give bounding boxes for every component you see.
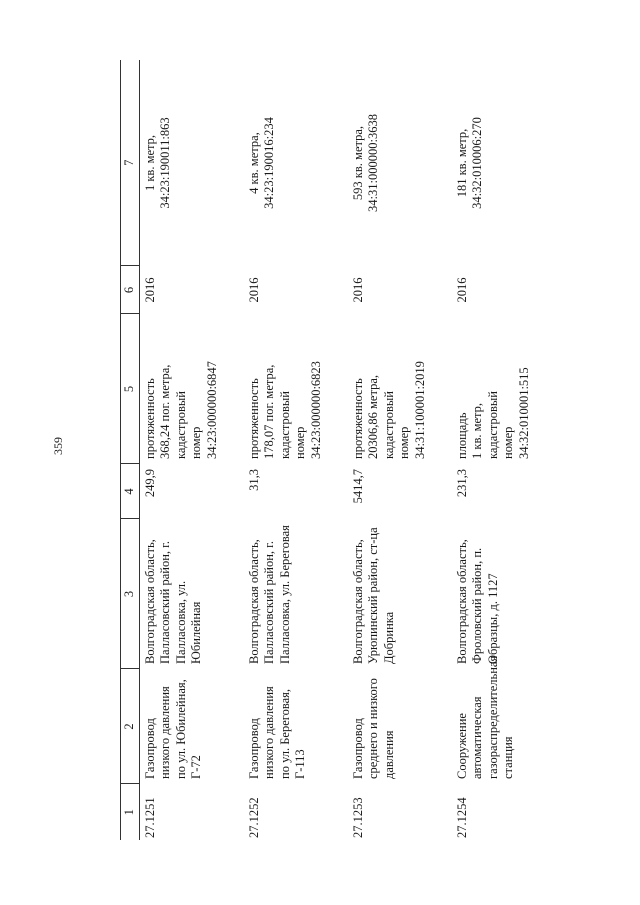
row-characteristics: протяженность 178,07 пог. метра, кадастровый номер 34:23:000000:6823 [246,361,323,459]
row-area: 4 кв. метра, 34:23:190016:234 [246,117,276,209]
header-cell-6: 6 [121,266,140,314]
row-name: Сооружение автоматическая газораспределительная станция [454,655,515,779]
table-row [139,60,244,840]
rotated-table-wrapper [120,60,620,840]
row-name: Газопровод среднего и низкого давления [350,678,396,779]
header-cell-5: 5 [121,314,140,464]
row-area: 1 кв. метр, 34:23:190011:863 [142,117,172,209]
header-cell-7: 7 [121,60,140,266]
row-value: 249,9 [142,469,157,498]
header-cell-4: 4 [121,464,140,519]
row-area: 181 кв. метр, 34:32:010006:270 [454,117,484,209]
header-cell-2: 2 [121,669,140,784]
table-row [452,60,556,840]
row-id: 27.1253 [350,797,365,838]
page-number: 359 [51,437,65,455]
property-table [120,60,556,840]
row-value: 5414,7 [350,469,365,504]
row-value: 31,3 [246,469,261,491]
row-year: 2016 [246,277,261,303]
row-name: Газопровод низкого давления по ул. Береговая, Г-113 [246,686,307,779]
row-id: 27.1251 [142,797,157,838]
row-area: 593 кв. метра, 34:31:000000:3638 [350,114,380,212]
row-address: Волгоградская область, Палласовский район, г. Палласовка, ул. Юбилейная [142,539,203,664]
row-address: Волгоградская область, Палласовский район, г. Палласовка, ул. Береговая [246,525,292,664]
row-name: Газопровод низкого давления по ул. Юбилейная, Г-72 [142,679,203,779]
row-id: 27.1254 [454,797,469,838]
row-year: 2016 [454,277,469,303]
header-cell-1: 1 [121,784,140,840]
table-header [121,60,140,840]
row-characteristics: протяженность 20306,86 метра, кадастровый номер 34:31:100001:2019 [350,361,427,459]
row-year: 2016 [350,277,365,303]
row-characteristics: протяженность 368,24 пог. метра, кадастровый номер 34:23:000000:6847 [142,361,219,459]
table-row [348,60,452,840]
row-id: 27.1252 [246,797,261,838]
header-row [121,60,140,840]
header-cell-3: 3 [121,519,140,669]
row-value: 231,3 [454,469,469,498]
row-year: 2016 [142,277,157,303]
row-address: Волгоградская область, Фроловский район, п. Образцы, д. 1127 [454,539,500,664]
row-characteristics: площадь 1 кв. метр, кадастровый номер 34:32:010001:515 [454,367,531,459]
table-body [139,60,556,840]
table-row [244,60,348,840]
row-address: Волгоградская область, Урюпинский район, ст-ца Добринка [350,527,396,664]
